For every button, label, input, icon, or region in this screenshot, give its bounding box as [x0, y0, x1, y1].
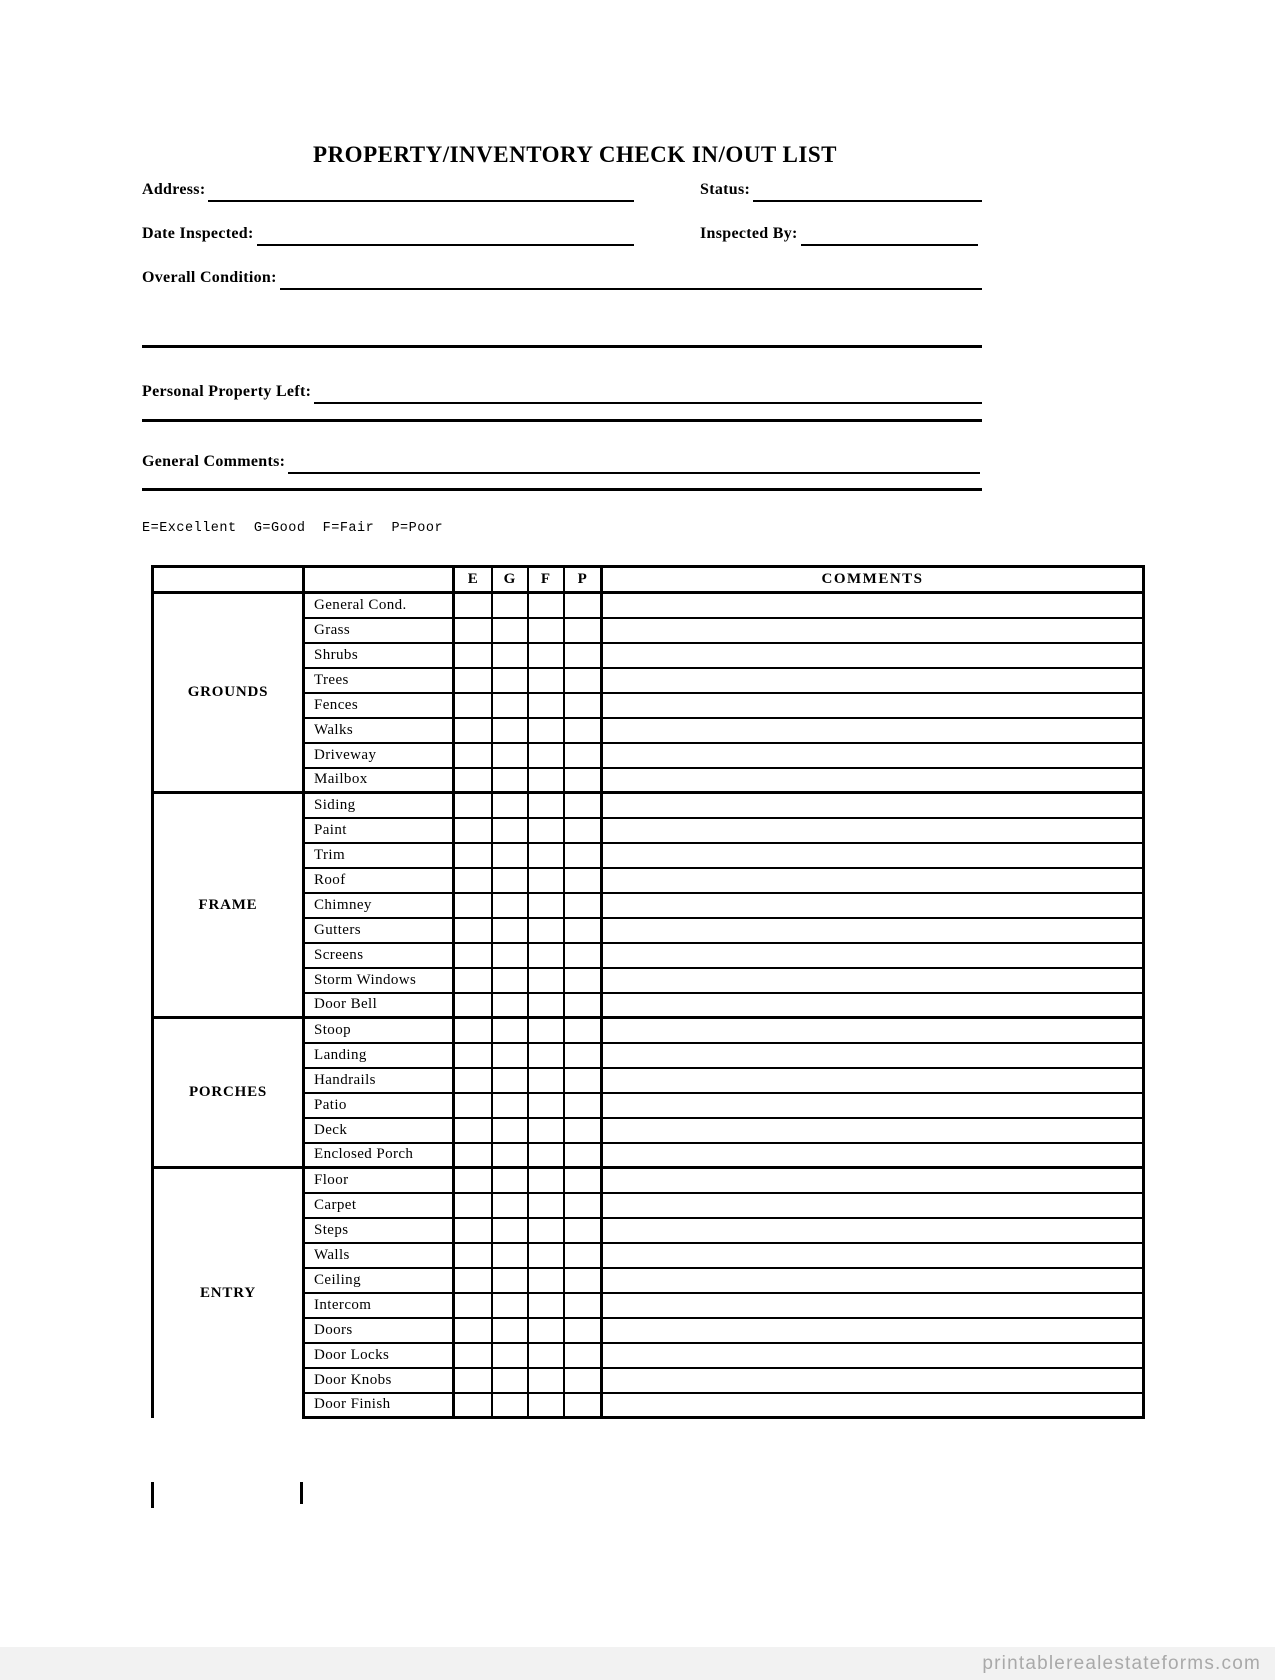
item-cell: Handrails	[304, 1068, 454, 1093]
general-comments-extra-line[interactable]	[142, 488, 982, 491]
rating-cell-p[interactable]	[564, 1168, 602, 1193]
footer-band	[0, 1647, 1275, 1680]
rating-cell-p[interactable]	[564, 668, 602, 693]
rating-cell-f[interactable]	[528, 1118, 564, 1143]
rating-cell-f[interactable]	[528, 693, 564, 718]
rating-cell-f[interactable]	[528, 1268, 564, 1293]
comment-cell[interactable]	[602, 993, 1144, 1018]
rating-cell-e[interactable]	[454, 1393, 492, 1418]
rating-cell-p[interactable]	[564, 1068, 602, 1093]
rating-cell-f[interactable]	[528, 1143, 564, 1168]
comment-cell[interactable]	[602, 818, 1144, 843]
table-header-row	[153, 567, 1144, 593]
item-cell: Trees	[304, 668, 454, 693]
rating-cell-g[interactable]	[492, 1318, 528, 1343]
comment-cell[interactable]	[602, 793, 1144, 818]
comment-cell[interactable]	[602, 1043, 1144, 1068]
comment-cell[interactable]	[602, 1168, 1144, 1193]
rating-cell-g[interactable]	[492, 968, 528, 993]
comment-cell[interactable]	[602, 1393, 1144, 1418]
rating-cell-g[interactable]	[492, 1218, 528, 1243]
rating-cell-p[interactable]	[564, 718, 602, 743]
comment-cell[interactable]	[602, 643, 1144, 668]
rating-cell-p[interactable]	[564, 968, 602, 993]
rating-cell-e[interactable]	[454, 1368, 492, 1393]
date-inspected-label: Date Inspected:	[142, 225, 254, 242]
date-inspected-input-line[interactable]	[257, 222, 634, 246]
rating-cell-g[interactable]	[492, 1293, 528, 1318]
comment-cell[interactable]	[602, 718, 1144, 743]
rating-cell-g[interactable]	[492, 1193, 528, 1218]
rating-cell-e[interactable]	[454, 1293, 492, 1318]
rating-cell-g[interactable]	[492, 668, 528, 693]
rating-cell-g[interactable]	[492, 1093, 528, 1118]
rating-cell-p[interactable]	[564, 1093, 602, 1118]
item-cell: Floor	[304, 1168, 454, 1193]
rating-cell-p[interactable]	[564, 1043, 602, 1068]
rating-cell-e[interactable]	[454, 843, 492, 868]
rating-cell-e[interactable]	[454, 818, 492, 843]
rating-cell-e[interactable]	[454, 1343, 492, 1368]
table-row	[153, 1168, 1144, 1193]
rating-cell-f[interactable]	[528, 993, 564, 1018]
rating-cell-p[interactable]	[564, 1293, 602, 1318]
rating-cell-f[interactable]	[528, 768, 564, 793]
rating-cell-g[interactable]	[492, 1268, 528, 1293]
rating-cell-e[interactable]	[454, 1093, 492, 1118]
rating-cell-g[interactable]	[492, 1168, 528, 1193]
comment-cell[interactable]	[602, 1343, 1144, 1368]
comment-cell[interactable]	[602, 943, 1144, 968]
rating-cell-e[interactable]	[454, 1318, 492, 1343]
rating-cell-g[interactable]	[492, 768, 528, 793]
rating-cell-e[interactable]	[454, 1018, 492, 1043]
rating-cell-e[interactable]	[454, 993, 492, 1018]
overall-condition-field	[142, 264, 982, 290]
rating-cell-g[interactable]	[492, 818, 528, 843]
rating-cell-g[interactable]	[492, 718, 528, 743]
rating-cell-g[interactable]	[492, 1143, 528, 1168]
group-cell-frame: FRAME	[153, 793, 304, 1018]
rating-cell-e[interactable]	[454, 1193, 492, 1218]
item-cell: Roof	[304, 868, 454, 893]
rating-cell-e[interactable]	[454, 1143, 492, 1168]
item-cell: Screens	[304, 943, 454, 968]
rating-cell-f[interactable]	[528, 643, 564, 668]
rating-cell-p[interactable]	[564, 793, 602, 818]
item-cell: Trim	[304, 843, 454, 868]
status-input-line[interactable]	[753, 178, 982, 202]
rating-cell-g[interactable]	[492, 793, 528, 818]
rating-cell-p[interactable]	[564, 943, 602, 968]
rating-cell-g[interactable]	[492, 1043, 528, 1068]
general-comments-field	[142, 448, 980, 474]
rating-cell-e[interactable]	[454, 1118, 492, 1143]
rating-cell-f[interactable]	[528, 918, 564, 943]
table-row	[153, 793, 1144, 818]
rating-cell-e[interactable]	[454, 1268, 492, 1293]
rating-cell-f[interactable]	[528, 1318, 564, 1343]
comment-cell[interactable]	[602, 918, 1144, 943]
rating-cell-p[interactable]	[564, 1343, 602, 1368]
item-cell: Siding	[304, 793, 454, 818]
rating-cell-p[interactable]	[564, 1393, 602, 1418]
comment-cell[interactable]	[602, 1068, 1144, 1093]
item-cell: Carpet	[304, 1193, 454, 1218]
rating-cell-e[interactable]	[454, 743, 492, 768]
rating-cell-e[interactable]	[454, 793, 492, 818]
rating-cell-g[interactable]	[492, 593, 528, 618]
comment-cell[interactable]	[602, 1268, 1144, 1293]
rating-legend: E=Excellent G=Good F=Fair P=Poor	[142, 521, 444, 536]
personal-property-input-line[interactable]	[314, 380, 982, 404]
item-cell: Door Finish	[304, 1393, 454, 1418]
item-cell: Doors	[304, 1318, 454, 1343]
item-cell: Door Locks	[304, 1343, 454, 1368]
rating-cell-p[interactable]	[564, 1368, 602, 1393]
inspection-table	[151, 565, 1145, 1419]
comment-cell[interactable]	[602, 618, 1144, 643]
comment-cell[interactable]	[602, 1243, 1144, 1268]
comment-cell[interactable]	[602, 1318, 1144, 1343]
inspected-by-label: Inspected By:	[700, 225, 798, 242]
rating-cell-p[interactable]	[564, 893, 602, 918]
header-group-blank	[153, 567, 304, 593]
rating-cell-g[interactable]	[492, 643, 528, 668]
header-excellent: E	[454, 567, 492, 593]
item-cell: Door Knobs	[304, 1368, 454, 1393]
rating-cell-g[interactable]	[492, 993, 528, 1018]
rating-cell-e[interactable]	[454, 1243, 492, 1268]
rating-cell-e[interactable]	[454, 968, 492, 993]
item-cell: Paint	[304, 818, 454, 843]
rating-cell-f[interactable]	[528, 1193, 564, 1218]
rating-cell-g[interactable]	[492, 868, 528, 893]
overall-condition-label: Overall Condition:	[142, 269, 277, 286]
rating-cell-f[interactable]	[528, 1243, 564, 1268]
item-cell: Deck	[304, 1118, 454, 1143]
cutoff-divider-border-stub	[300, 1482, 303, 1504]
rating-cell-p[interactable]	[564, 643, 602, 668]
rating-cell-f[interactable]	[528, 718, 564, 743]
personal-property-field	[142, 378, 982, 404]
rating-cell-g[interactable]	[492, 943, 528, 968]
rating-cell-p[interactable]	[564, 1143, 602, 1168]
rating-cell-p[interactable]	[564, 868, 602, 893]
rating-cell-p[interactable]	[564, 843, 602, 868]
rating-cell-p[interactable]	[564, 1243, 602, 1268]
footer-site-name: printablerealestateforms.com	[982, 1652, 1261, 1674]
item-cell: Chimney	[304, 893, 454, 918]
rating-cell-p[interactable]	[564, 1193, 602, 1218]
item-cell: Storm Windows	[304, 968, 454, 993]
overall-condition-input-line[interactable]	[280, 266, 982, 290]
rating-cell-f[interactable]	[528, 743, 564, 768]
rating-cell-e[interactable]	[454, 1168, 492, 1193]
item-cell: Stoop	[304, 1018, 454, 1043]
comment-cell[interactable]	[602, 1143, 1144, 1168]
rating-cell-e[interactable]	[454, 918, 492, 943]
rating-cell-g[interactable]	[492, 1368, 528, 1393]
item-cell: Patio	[304, 1093, 454, 1118]
rating-cell-p[interactable]	[564, 743, 602, 768]
rating-cell-f[interactable]	[528, 1393, 564, 1418]
comment-cell[interactable]	[602, 893, 1144, 918]
rating-cell-e[interactable]	[454, 693, 492, 718]
header-poor: P	[564, 567, 602, 593]
comment-cell[interactable]	[602, 1218, 1144, 1243]
address-label: Address:	[142, 181, 206, 198]
comment-cell[interactable]	[602, 1093, 1144, 1118]
rating-cell-g[interactable]	[492, 1018, 528, 1043]
rating-cell-e[interactable]	[454, 618, 492, 643]
rating-cell-e[interactable]	[454, 1043, 492, 1068]
rating-cell-f[interactable]	[528, 843, 564, 868]
rating-cell-f[interactable]	[528, 943, 564, 968]
rating-cell-f[interactable]	[528, 868, 564, 893]
rating-cell-p[interactable]	[564, 1218, 602, 1243]
rating-cell-p[interactable]	[564, 593, 602, 618]
rating-cell-f[interactable]	[528, 668, 564, 693]
comment-cell[interactable]	[602, 843, 1144, 868]
comment-cell[interactable]	[602, 593, 1144, 618]
rating-cell-p[interactable]	[564, 618, 602, 643]
rating-cell-p[interactable]	[564, 1318, 602, 1343]
personal-property-label: Personal Property Left:	[142, 383, 312, 400]
table-row	[153, 593, 1144, 618]
general-comments-label: General Comments:	[142, 453, 286, 470]
comment-cell[interactable]	[602, 968, 1144, 993]
rating-cell-e[interactable]	[454, 768, 492, 793]
rating-cell-p[interactable]	[564, 1268, 602, 1293]
rating-cell-g[interactable]	[492, 743, 528, 768]
item-cell: Driveway	[304, 743, 454, 768]
rating-cell-g[interactable]	[492, 1243, 528, 1268]
item-cell: Grass	[304, 618, 454, 643]
header-comments: COMMENTS	[602, 567, 1144, 593]
rating-cell-f[interactable]	[528, 1068, 564, 1093]
item-cell: Walls	[304, 1243, 454, 1268]
rating-cell-f[interactable]	[528, 1368, 564, 1393]
personal-property-extra-line[interactable]	[142, 419, 982, 422]
address-field	[142, 176, 634, 202]
comment-cell[interactable]	[602, 868, 1144, 893]
group-cell-porches: PORCHES	[153, 1018, 304, 1168]
rating-cell-f[interactable]	[528, 1343, 564, 1368]
rating-cell-p[interactable]	[564, 1018, 602, 1043]
comment-cell[interactable]	[602, 1018, 1144, 1043]
rating-cell-g[interactable]	[492, 843, 528, 868]
rating-cell-g[interactable]	[492, 1068, 528, 1093]
rating-cell-e[interactable]	[454, 668, 492, 693]
rating-cell-p[interactable]	[564, 1118, 602, 1143]
rating-cell-f[interactable]	[528, 1293, 564, 1318]
date-inspected-field	[142, 220, 634, 246]
comment-cell[interactable]	[602, 693, 1144, 718]
rating-cell-p[interactable]	[564, 918, 602, 943]
table-row	[153, 1018, 1144, 1043]
rating-cell-f[interactable]	[528, 1043, 564, 1068]
rating-cell-g[interactable]	[492, 918, 528, 943]
item-cell: Enclosed Porch	[304, 1143, 454, 1168]
page-title: PROPERTY/INVENTORY CHECK IN/OUT LIST	[313, 142, 837, 167]
rating-cell-e[interactable]	[454, 643, 492, 668]
rating-cell-p[interactable]	[564, 768, 602, 793]
rating-cell-e[interactable]	[454, 718, 492, 743]
rating-cell-f[interactable]	[528, 793, 564, 818]
item-cell: Fences	[304, 693, 454, 718]
item-cell: Walks	[304, 718, 454, 743]
header-good: G	[492, 567, 528, 593]
rating-cell-g[interactable]	[492, 893, 528, 918]
rating-cell-e[interactable]	[454, 893, 492, 918]
rating-cell-e[interactable]	[454, 1068, 492, 1093]
comment-cell[interactable]	[602, 668, 1144, 693]
group-cell-entry: ENTRY	[153, 1168, 304, 1418]
comment-cell[interactable]	[602, 1368, 1144, 1393]
rating-cell-e[interactable]	[454, 1218, 492, 1243]
header-fair: F	[528, 567, 564, 593]
comment-cell[interactable]	[602, 743, 1144, 768]
item-cell: Intercom	[304, 1293, 454, 1318]
rating-cell-f[interactable]	[528, 893, 564, 918]
rating-cell-e[interactable]	[454, 868, 492, 893]
rating-cell-f[interactable]	[528, 968, 564, 993]
rating-cell-f[interactable]	[528, 1093, 564, 1118]
rating-cell-g[interactable]	[492, 1343, 528, 1368]
item-cell: Landing	[304, 1043, 454, 1068]
rating-cell-p[interactable]	[564, 693, 602, 718]
header-item-blank	[304, 567, 454, 593]
item-cell: Mailbox	[304, 768, 454, 793]
item-cell: Shrubs	[304, 643, 454, 668]
status-field	[700, 176, 982, 202]
item-cell: General Cond.	[304, 593, 454, 618]
comment-cell[interactable]	[602, 1293, 1144, 1318]
overall-condition-extra-line[interactable]	[142, 345, 982, 348]
item-cell: Door Bell	[304, 993, 454, 1018]
comment-cell[interactable]	[602, 768, 1144, 793]
rating-cell-f[interactable]	[528, 1018, 564, 1043]
rating-cell-e[interactable]	[454, 943, 492, 968]
item-cell: Gutters	[304, 918, 454, 943]
cutoff-left-border-stub	[151, 1482, 154, 1508]
inspected-by-input-line[interactable]	[801, 222, 978, 246]
rating-cell-f[interactable]	[528, 618, 564, 643]
rating-cell-g[interactable]	[492, 693, 528, 718]
rating-cell-f[interactable]	[528, 593, 564, 618]
rating-cell-g[interactable]	[492, 618, 528, 643]
item-cell: Ceiling	[304, 1268, 454, 1293]
group-cell-grounds: GROUNDS	[153, 593, 304, 793]
rating-cell-g[interactable]	[492, 1393, 528, 1418]
rating-cell-f[interactable]	[528, 818, 564, 843]
comment-cell[interactable]	[602, 1193, 1144, 1218]
inspected-by-field	[700, 220, 978, 246]
rating-cell-g[interactable]	[492, 1118, 528, 1143]
rating-cell-p[interactable]	[564, 993, 602, 1018]
address-input-line[interactable]	[208, 178, 634, 202]
rating-cell-f[interactable]	[528, 1168, 564, 1193]
status-label: Status:	[700, 181, 751, 198]
comment-cell[interactable]	[602, 1118, 1144, 1143]
rating-cell-f[interactable]	[528, 1218, 564, 1243]
rating-cell-p[interactable]	[564, 818, 602, 843]
general-comments-input-line[interactable]	[288, 450, 980, 474]
rating-cell-e[interactable]	[454, 593, 492, 618]
item-cell: Steps	[304, 1218, 454, 1243]
